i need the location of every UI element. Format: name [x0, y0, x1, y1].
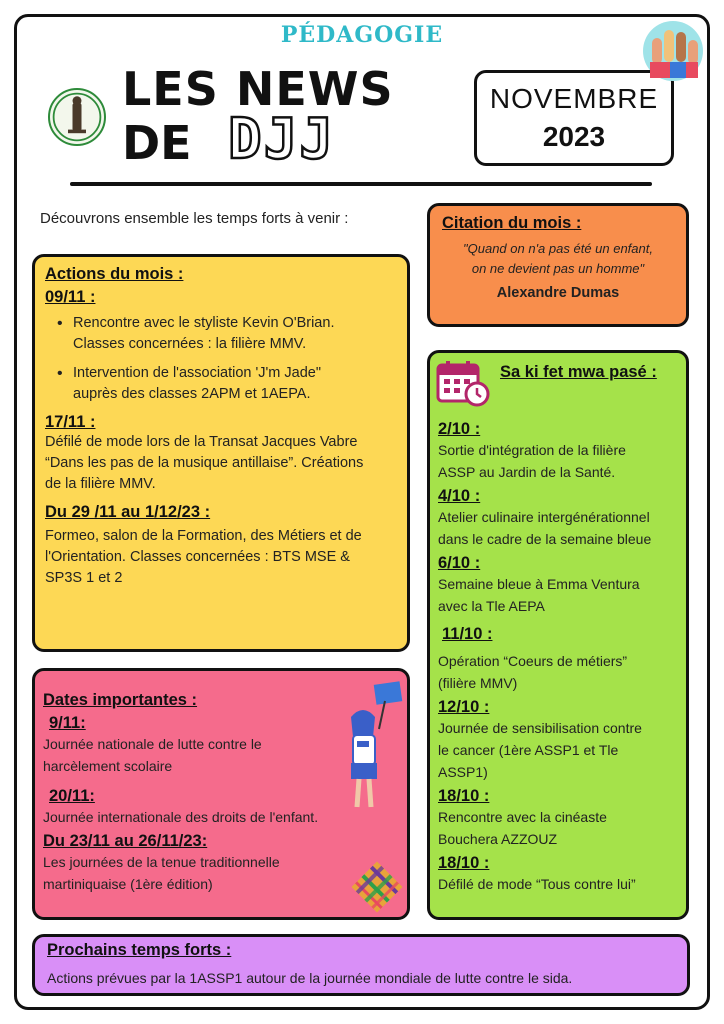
- past-date: 12/10 :: [438, 698, 490, 716]
- list-item: • Intervention de l'association 'J'm Jade" auprès des classes 2APM et 1AEPA.: [45, 363, 397, 405]
- past-text: le cancer (1ère ASSP1 et Tle: [438, 742, 619, 758]
- issue-date-box: [474, 70, 674, 166]
- past-text: (filière MMV): [438, 675, 518, 691]
- girl-with-sign-illustration: [335, 681, 409, 817]
- past-text: Défilé de mode “Tous contre lui”: [438, 876, 636, 892]
- raised-hands-icon: [640, 18, 706, 82]
- actions-text: de la filière MMV.: [45, 476, 156, 492]
- actions-card: [32, 254, 410, 652]
- citation-title: Citation du mois :: [442, 214, 582, 232]
- intro-text: Découvrons ensemble les temps forts à venir :: [40, 210, 349, 227]
- important-date-text: martiniquaise (1ère édition): [43, 876, 213, 892]
- actions-title: Actions du mois :: [45, 265, 184, 283]
- important-date: Du 23/11 au 26/11/23:: [43, 832, 208, 850]
- school-logo: [48, 88, 106, 146]
- past-date: 18/10 :: [438, 787, 490, 805]
- past-date: 2/10 :: [438, 420, 481, 438]
- past-text: Atelier culinaire intergénérationnel: [438, 509, 650, 525]
- past-text: ASSP1): [438, 764, 488, 780]
- newsletter-title-line1: LES NEWS: [122, 62, 394, 116]
- madras-fabric-illustration: [349, 859, 405, 915]
- upcoming-title: Prochains temps forts :: [47, 941, 232, 959]
- past-text: avec la Tle AEPA: [438, 598, 545, 614]
- past-text: dans le cadre de la semaine bleue: [438, 531, 652, 547]
- newsletter-title-de: DE: [122, 116, 192, 170]
- actions-date-1: 09/11 :: [45, 288, 96, 306]
- category-title: PÉDAGOGIE: [280, 22, 444, 48]
- important-date-text: harcèlement scolaire: [43, 758, 173, 774]
- important-date-text: Les journées de la tenue traditionnelle: [43, 854, 280, 870]
- past-text: Rencontre avec la cinéaste: [438, 809, 607, 825]
- important-dates-card: [32, 668, 410, 920]
- actions-text: Formeo, salon de la Formation, des Métiers et de: [45, 528, 362, 544]
- past-text: Semaine bleue à Emma Ventura: [438, 576, 640, 592]
- actions-text: l'Orientation. Classes concernées : BTS MSE &: [45, 549, 350, 565]
- past-date: 11/10 :: [442, 625, 493, 643]
- citation-author: Alexandre Dumas: [496, 285, 620, 301]
- past-text: ASSP au Jardin de la Santé.: [438, 464, 616, 480]
- past-date: 4/10 :: [438, 487, 481, 505]
- actions-date-2: 17/11 :: [45, 413, 96, 431]
- header-divider: [70, 182, 652, 186]
- calendar-clock-icon: [436, 359, 490, 407]
- newsletter-title-djj: DJJ: [228, 107, 336, 172]
- past-text: Bouchera AZZOUZ: [438, 831, 558, 847]
- important-date: 20/11:: [49, 787, 95, 805]
- actions-date-3: Du 29 /11 au 1/12/23 :: [45, 503, 211, 521]
- past-date: 6/10 :: [438, 554, 481, 572]
- issue-month: NOVEMBRE: [489, 83, 659, 114]
- actions-text: SP3S 1 et 2: [45, 570, 123, 586]
- actions-text: “Dans les pas de la musique antillaise”. Créations: [45, 455, 364, 471]
- past-text: Journée de sensibilisation contre: [438, 720, 642, 736]
- actions-list: [45, 313, 397, 405]
- issue-year: 2023: [542, 121, 606, 152]
- past-text: Opération “Coeurs de métiers”: [438, 653, 628, 669]
- past-text: Sortie d'intégration de la filière: [438, 442, 626, 458]
- past-month-title: Sa ki fet mwa pasé :: [500, 363, 657, 381]
- citation-quote: "Quand on n'a pas été un enfant, on ne devient pas un homme": [463, 241, 653, 276]
- past-month-card: [427, 350, 689, 920]
- citation-card: [427, 203, 689, 327]
- important-date: 9/11:: [49, 714, 86, 732]
- list-item: • Rencontre avec le styliste Kevin O'Brian. Classes concernées : la filière MMV.: [45, 313, 397, 355]
- important-dates-title: Dates importantes :: [43, 691, 198, 709]
- upcoming-card: [32, 934, 690, 996]
- important-date-text: Journée nationale de lutte contre le: [43, 736, 262, 752]
- important-date-text: Journée internationale des droits de l'enfant.: [43, 809, 319, 825]
- past-date: 18/10 :: [438, 854, 490, 872]
- past-month-list: [438, 420, 678, 895]
- actions-text: Défilé de mode lors de la Transat Jacques Vabre: [45, 434, 358, 450]
- upcoming-text: Actions prévues par la 1ASSP1 autour de la journée mondiale de lutte contre le sida.: [47, 970, 573, 986]
